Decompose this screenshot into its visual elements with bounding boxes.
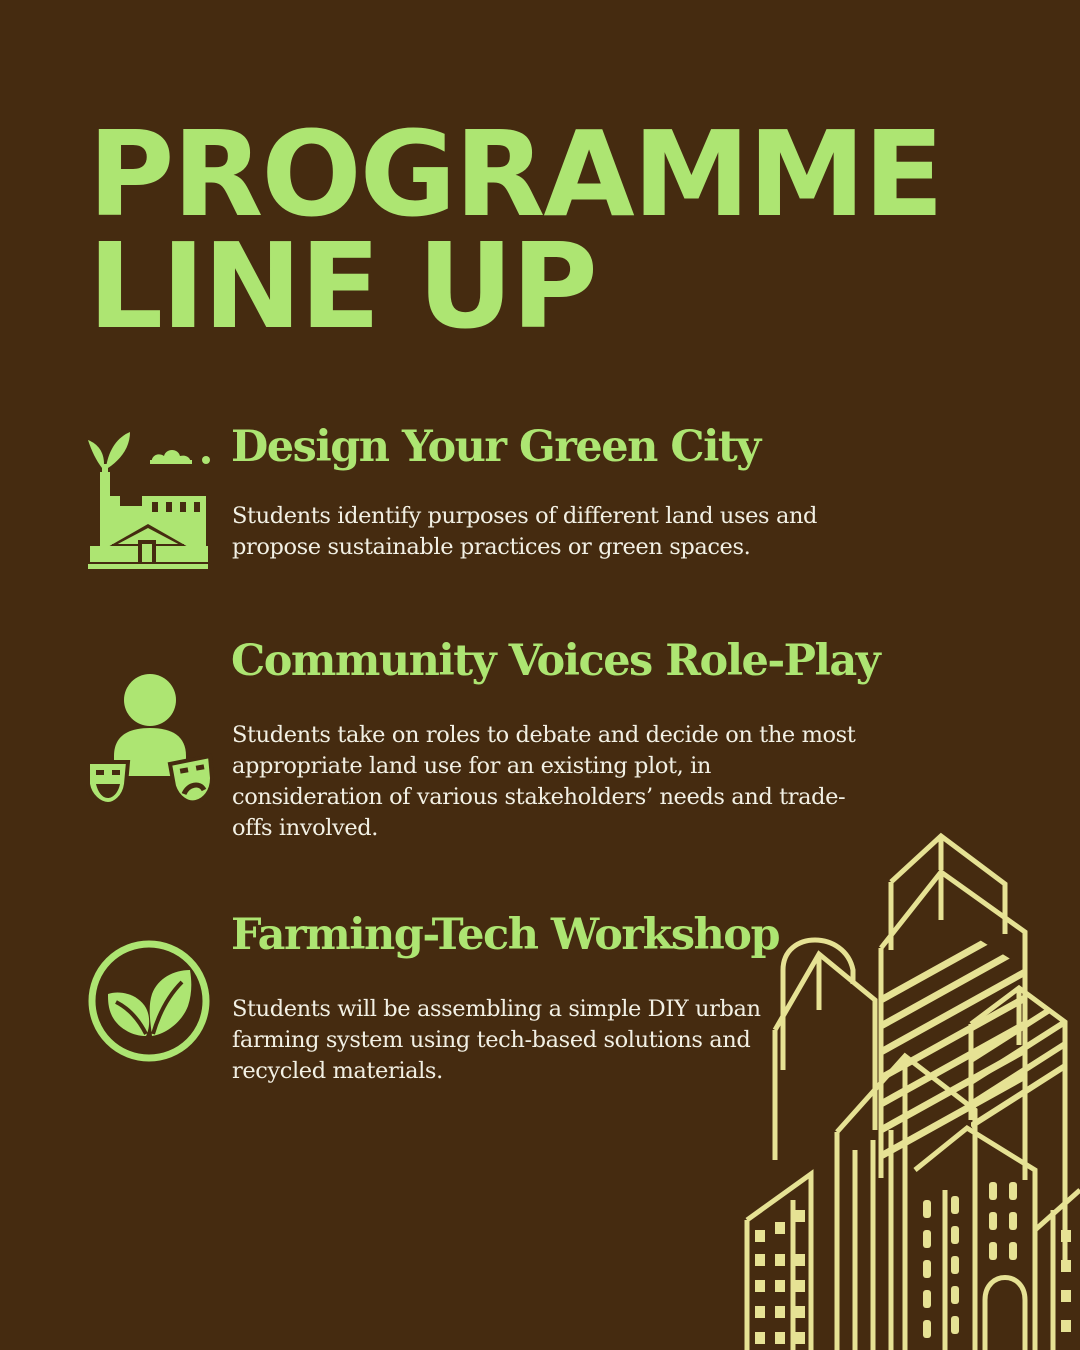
programme-title: Farming-Tech Workshop <box>231 910 780 960</box>
programme-description: Students will be assembling a simple DIY urban farming system using tech-based solutions and recycled materials. <box>232 996 761 1084</box>
programme-description: Students take on roles to debate and decide on the most appropriate land use for an existing plot, in consideration of various stakeholders’ needs and trade-offs involved. <box>232 722 856 841</box>
page-title-line-2: LINE UP <box>88 217 596 355</box>
programme-description: Students identify purposes of different land uses and propose sustainable practices or green spaces. <box>232 503 818 560</box>
page-title <box>88 105 943 355</box>
programme-title: Design Your Green City <box>231 422 760 472</box>
programme-title: Community Voices Role-Play <box>231 636 880 686</box>
person-theatre-masks-icon <box>86 672 214 808</box>
leaf-circle-icon <box>86 938 212 1064</box>
city-skyline-illustration <box>735 830 1080 1350</box>
eco-factory-icon <box>86 430 212 572</box>
page-title-line-1: PROGRAMME <box>88 105 943 243</box>
